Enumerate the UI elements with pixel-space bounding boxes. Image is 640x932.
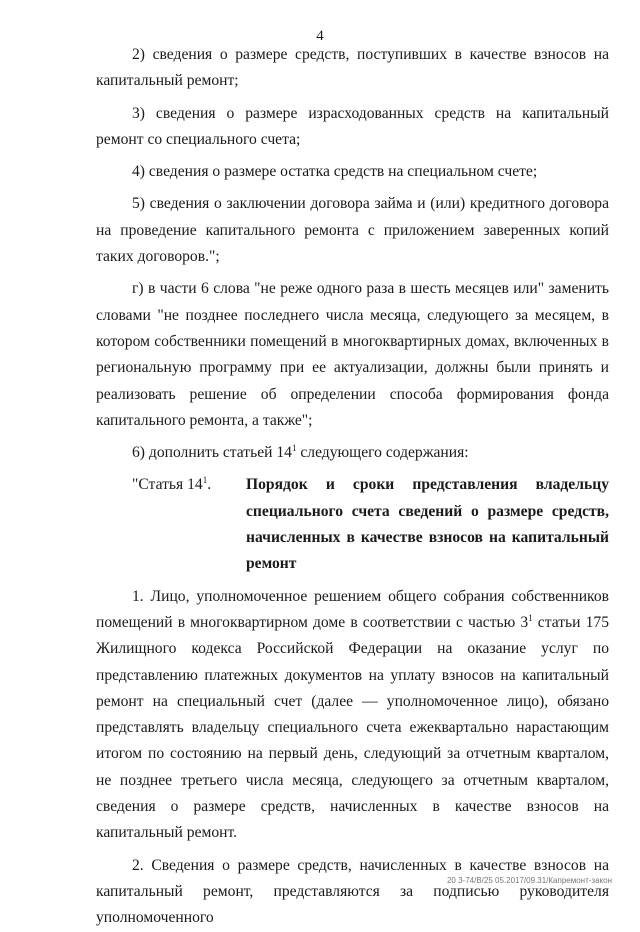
article-label-dot: . [207, 476, 212, 494]
article-label-superscript: 1 [202, 475, 208, 486]
footer-reference: 20 3-74/В/25 05.2017/09.31/Капремонт-закон [446, 876, 612, 885]
item6-text: 6) дополнить статьей 14 [132, 444, 292, 462]
article-title: Порядок и сроки представления владельцу специального счета сведений о размере средств, начисленных в качестве взносов на капитальный ремонт [246, 476, 609, 573]
paragraph-item-6 [96, 440, 609, 466]
article-clause-1 [96, 584, 609, 847]
item6-text-end: следующего содержания: [296, 444, 469, 462]
paragraph-item-3: 3) сведения о размере израсходованных средств на капитальный ремонт со специального счета; [96, 104, 609, 148]
paragraph-item-g: г) в части 6 слова "не реже одного раза в шесть месяцев или" заменить словами "не позднее последнего числа месяца, следующего за месяцем, в котором собственники помещений в многоквартирных домах, включенных в региональную программу при ее актуализации, должны были принять и реализовать решение об определении способа формирования фонда капитального ремонта, а также"; [96, 280, 609, 429]
article-label [96, 472, 246, 577]
document-body [96, 42, 609, 932]
item6-superscript: 1 [291, 442, 297, 453]
article-heading [96, 472, 609, 577]
paragraph-item-5: 5) сведения о заключении договора займа и (или) кредитного договора на проведение капитального ремонта с приложением заверенных копий таких договоров."; [96, 195, 609, 266]
paragraph-item-2: 2) сведения о размере средств, поступивших в качестве взносов на капитальный ремонт; [96, 46, 609, 90]
clause1-text-end: статьи 175 Жилищного кодекса Российской Федерации на оказание услуг по представлению платежных документов на уплату взносов на капитальный ремонт на специальный счет (далее — уполномоченное лицо), обязано представлять владельцу специального счета ежеквартально нарастающим итогом по состоянию на первый день, следующий за отчетным кварталом, не позднее третьего числа месяца, следующего за отчетным кварталом, сведения о размере средств, начисленных в качестве взносов на капитальный ремонт. [96, 613, 609, 842]
clause1-text: 1. Лицо, уполномоченное решением общего собрания собственников помещений в многоквартирном доме в соответствии с частью 3 [96, 587, 609, 631]
article-label-text: "Статья 14 [132, 476, 203, 494]
clause1-superscript: 1 [528, 612, 533, 623]
page-number: 4 [316, 28, 324, 44]
article-clause-2: 2. Сведения о размере средств, начисленных в качестве взносов на капитальный ремонт, представляются за подписью руководителя уполномоченного [96, 856, 609, 927]
paragraph-item-4: 4) сведения о размере остатка средств на специальном счете; [132, 163, 538, 181]
